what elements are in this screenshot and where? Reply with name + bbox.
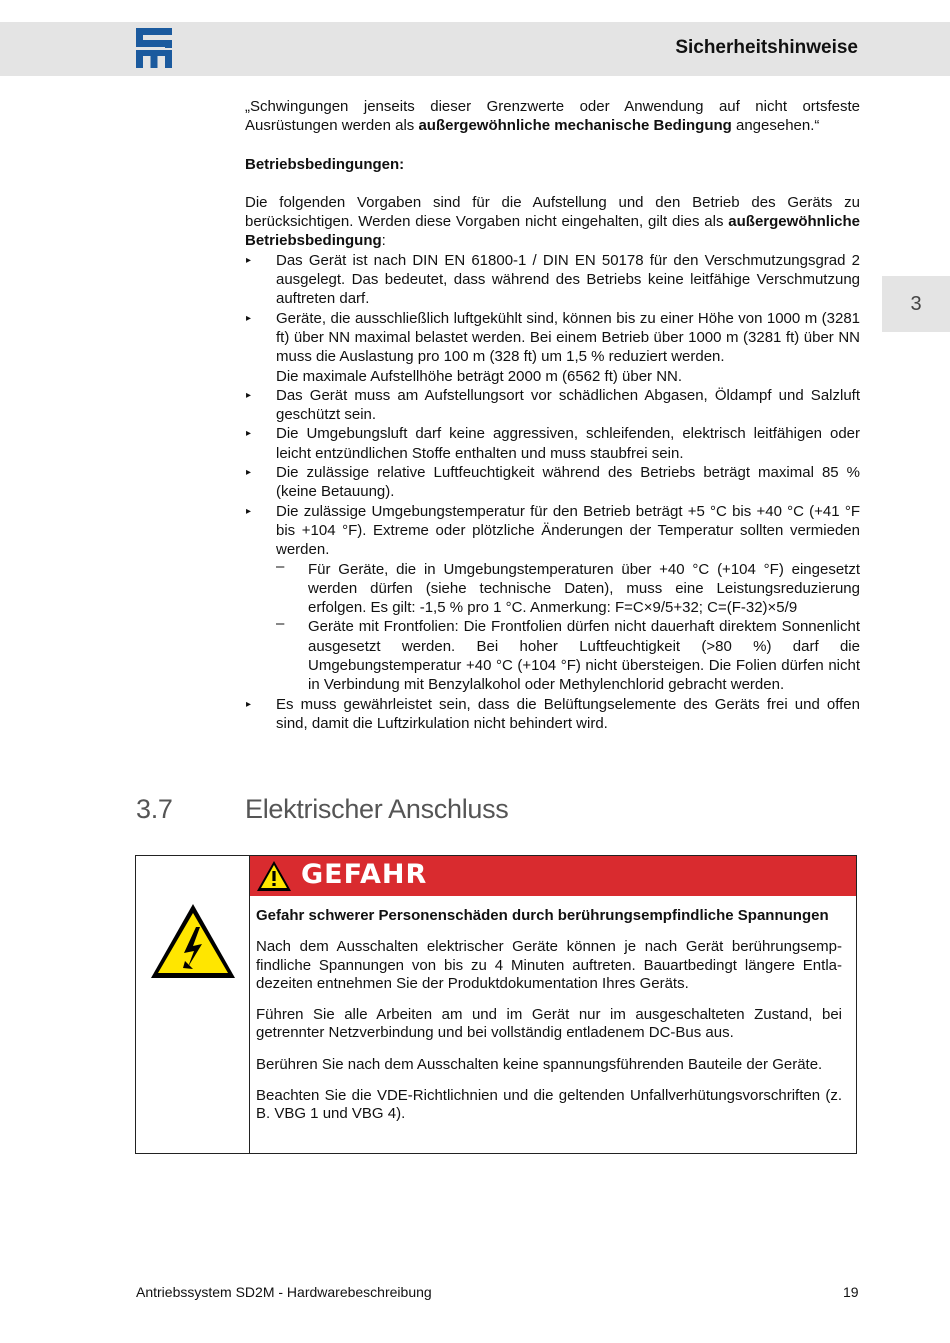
chapter-tab[interactable]: 3 xyxy=(882,276,950,332)
altitude-note: Die maximale Aufstellhöhe beträgt 2000 m (6562 ft) über NN. xyxy=(276,367,683,385)
sub-list-item: – Geräte mit Frontfolien: Die Frontfolien dürfen nicht dauerhaft direktem Sonnenlicht ausgesetzt werden. Bei hoher Luftfeuchtigkeit (>80 %) darf die Umgebungstemperatur +40 °C (+104 °F) nicht übersteigen. Die Folien dürfen nicht in Verbindung mit Benzylalkohol oder Methylenchlorid gebracht werden. xyxy=(276,615,860,694)
page-number: 19 xyxy=(843,1284,859,1300)
danger-paragraph: Nach dem Ausschalten elektrischer Geräte können je nach Gerät berührungsempfindliche Spannungen von bis zu 4 Minuten auftreten. Bauartbedingt längere Entladezeiten entnehmen Sie der Produktdokumentation Ihres Geräts. xyxy=(256,938,842,992)
danger-banner xyxy=(250,856,856,896)
danger-paragraph: Führen Sie alle Arbeiten am und im Gerät nur im ausgeschalteten Zustand, bei getrennter Netzverbindung und bei vollständig entladenem DC-Bus aus. xyxy=(256,1006,842,1042)
conditions-list xyxy=(245,251,860,733)
bullet-arrow-icon: ▸ xyxy=(246,698,252,710)
list-item: ▸ Die zulässige relative Luftfeuchtigkeit während des Betriebs beträgt maximal 85 % (keine Betauung). xyxy=(246,464,860,501)
danger-headline: Gefahr schwerer Personenschäden durch berührungsempfindliche Spannungen xyxy=(256,907,829,924)
operating-conditions-intro: Die folgenden Vorgaben sind für die Aufstellung und den Betrieb des Geräts zu berücksichtigen. Werden diese Vorgaben nicht eingehalten, gilt dies als außergewöhnliche Betriebsbedingung: xyxy=(245,193,860,250)
sub-list-item: – Für Geräte, die in Umgebungstemperaturen über +40 °C (+104 °F) eingesetzt werden dürfen (siehe technische Daten), muss eine Leistungsreduzierung erfolgen. Es gilt: -1,5 % pro 1 °C. Anmerkung: F=C×9/5+32; C=(F-32)×5/9 xyxy=(276,557,860,617)
bullet-arrow-icon: ▸ xyxy=(246,505,252,517)
vibration-quote: „Schwingungen jenseits dieser Grenzwerte oder Anwendung auf nicht ortsfeste Ausrüstungen werden als außergewöhnliche mechanische Bedingung angesehen.“ xyxy=(245,98,860,135)
danger-paragraph: Berühren Sie nach dem Ausschalten keine spannungsführenden Bauteile der Geräte. xyxy=(256,1055,823,1073)
bullet-arrow-icon: ▸ xyxy=(246,389,252,401)
list-item: ▸ Es muss gewährleistet sein, dass die Belüftungselemente des Geräts frei und offen sind, damit die Luftzirkulation nicht behindert wird. xyxy=(246,695,860,732)
page-title: Sicherheitshinweise xyxy=(675,37,858,58)
danger-paragraph: Beachten Sie die VDE-Richtlichnien und die geltenden Unfallverhütungsvorschriften (z. B. VBG 1 und VBG 4). xyxy=(256,1087,842,1123)
operating-conditions-heading: Betriebsbedingungen: xyxy=(245,155,405,173)
warning-triangle-icon xyxy=(256,860,292,892)
danger-text xyxy=(256,907,842,1137)
section-number: 3.7 xyxy=(136,794,173,824)
danger-label: GEFAHR xyxy=(301,859,428,890)
footer-document-title: Antriebssystem SD2M - Hardwarebeschreibung xyxy=(136,1284,432,1300)
bullet-arrow-icon: ▸ xyxy=(246,428,252,440)
dash-icon: – xyxy=(276,557,285,575)
list-item: ▸ Geräte, die ausschließlich luftgekühlt sind, können bis zu einer Höhe von 1000 m (3281 ft) über NN maximal belastet werden. Bei einem Betrieb über 1000 m (3281 ft) über NN muss die Auslastung pro 100 m (328 ft) um 1,5 % reduziert werden. Die maximale Aufstellhöhe beträgt 2000 m (6562 ft) über NN. xyxy=(246,309,860,385)
list-item: ▸ Das Gerät ist nach DIN EN 61800-1 / DIN EN 50178 für den Verschmutzungsgrad 2 ausgelegt. Das bedeutet, dass während des Betriebs keine leitfähige Verschmutzung auftreten darf. xyxy=(246,251,860,308)
section-title: Elektrischer Anschluss xyxy=(245,794,509,824)
danger-icon-cell xyxy=(136,856,250,1153)
danger-notice xyxy=(135,855,857,1154)
bullet-arrow-icon: ▸ xyxy=(246,254,252,266)
temperature-sublist xyxy=(276,557,860,695)
main-content xyxy=(245,97,860,733)
list-item: ▸ Die Umgebungsluft darf keine aggressiven, schleifenden, elektrisch leitfähigen oder leicht entzündlichen Stoffe enthalten und muss staubfrei sein. xyxy=(246,425,860,462)
bullet-arrow-icon: ▸ xyxy=(246,312,252,324)
bullet-arrow-icon: ▸ xyxy=(246,467,252,479)
dash-icon: – xyxy=(276,615,285,633)
list-item: ▸ Die zulässige Umgebungstemperatur für den Betrieb beträgt +5 °C bis +40 °C (+41 °F bis +104 °F). Extreme oder plötzliche Änderungen der Temperatur sollten vermieden werden. – Für Geräte, die in Umgebungstemperaturen über +40 °C (+104 °F) eingesetzt werden dürfen (siehe technische Daten), muss eine Leistungsreduzierung erfolgen. Es gilt: -1,5 % pro 1 °C. Anmerkung: F=C×9/5+32; C=(F-32)×5/9 – Geräte mit Frontfolien: Die Frontfolien dürfen nicht dauerhaft direktem Sonnenlicht ausgesetzt werden. Bei hoher Luftfeuchtigkeit (>80 %) darf die Umgebungstemperatur +40 °C (+104 °F) nicht übersteigen. Die Folien dürfen nicht in Verbindung mit Benzylalkohol oder Methylenchlorid gebracht werden. xyxy=(246,502,860,694)
list-item: ▸ Das Gerät muss am Aufstellungsort vor schädlichen Abgasen, Öldampf und Salzluft geschützt sein. xyxy=(246,386,860,424)
high-voltage-icon xyxy=(149,901,237,981)
company-logo xyxy=(136,28,172,68)
